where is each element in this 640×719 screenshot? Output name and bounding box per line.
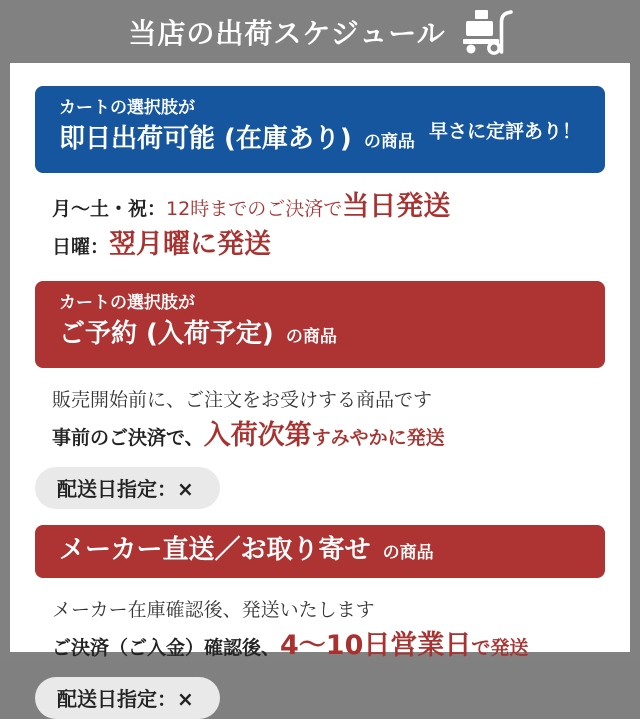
shipping-rule-line: ご決済（ご入金）確認後、4〜10日営業日で発送 — [52, 630, 529, 661]
content-panel — [10, 63, 630, 711]
banner-suffix: の商品 — [363, 132, 415, 152]
speed-tagline: 早さに定評あり！ — [428, 120, 581, 142]
banner-title: ご予約 (入荷予定) — [59, 319, 274, 349]
banner-title-row — [59, 316, 581, 356]
page-title: 当店の出荷スケジュール — [128, 16, 446, 50]
banner-subtitle: カートの選択肢が — [59, 293, 195, 313]
shipping-rule-line: 販売開始前に、ご注文をお受けする商品です — [52, 389, 433, 411]
banner-subtitle: カートの選択肢が — [59, 98, 195, 118]
banner-same-day — [35, 86, 605, 173]
banner-title: 即日出荷可能 (在庫あり) — [59, 124, 352, 154]
shipping-rule-line: メーカー在庫確認後、発送いたします — [52, 599, 375, 621]
section-maker-direct — [10, 525, 630, 719]
section-body — [35, 592, 605, 666]
section-same-day-shipping — [10, 86, 630, 265]
banner-preorder — [35, 281, 605, 368]
banner-title-row — [59, 535, 581, 568]
section-body — [35, 382, 605, 456]
shipping-rule-line: 事前のご決済で、入荷次第すみやかに発送 — [52, 420, 445, 451]
banner-suffix: の商品 — [382, 543, 434, 563]
section-preorder — [10, 281, 630, 509]
banner-title: メーカー直送／お取り寄せ — [59, 535, 371, 565]
shipping-rule-line: 日曜：翌月曜に発送 — [52, 229, 272, 260]
delivery-date-badge: 配送日指定：× — [35, 677, 220, 719]
delivery-date-badge: 配送日指定：× — [35, 467, 220, 509]
shipping-rule-line: 月〜土・祝：12時までのご決済で当日発送 — [52, 191, 451, 222]
header — [0, 0, 640, 63]
banner-maker-direct — [35, 525, 605, 578]
banner-suffix: の商品 — [285, 327, 337, 347]
section-body — [35, 189, 605, 265]
handtruck-icon — [462, 5, 512, 59]
